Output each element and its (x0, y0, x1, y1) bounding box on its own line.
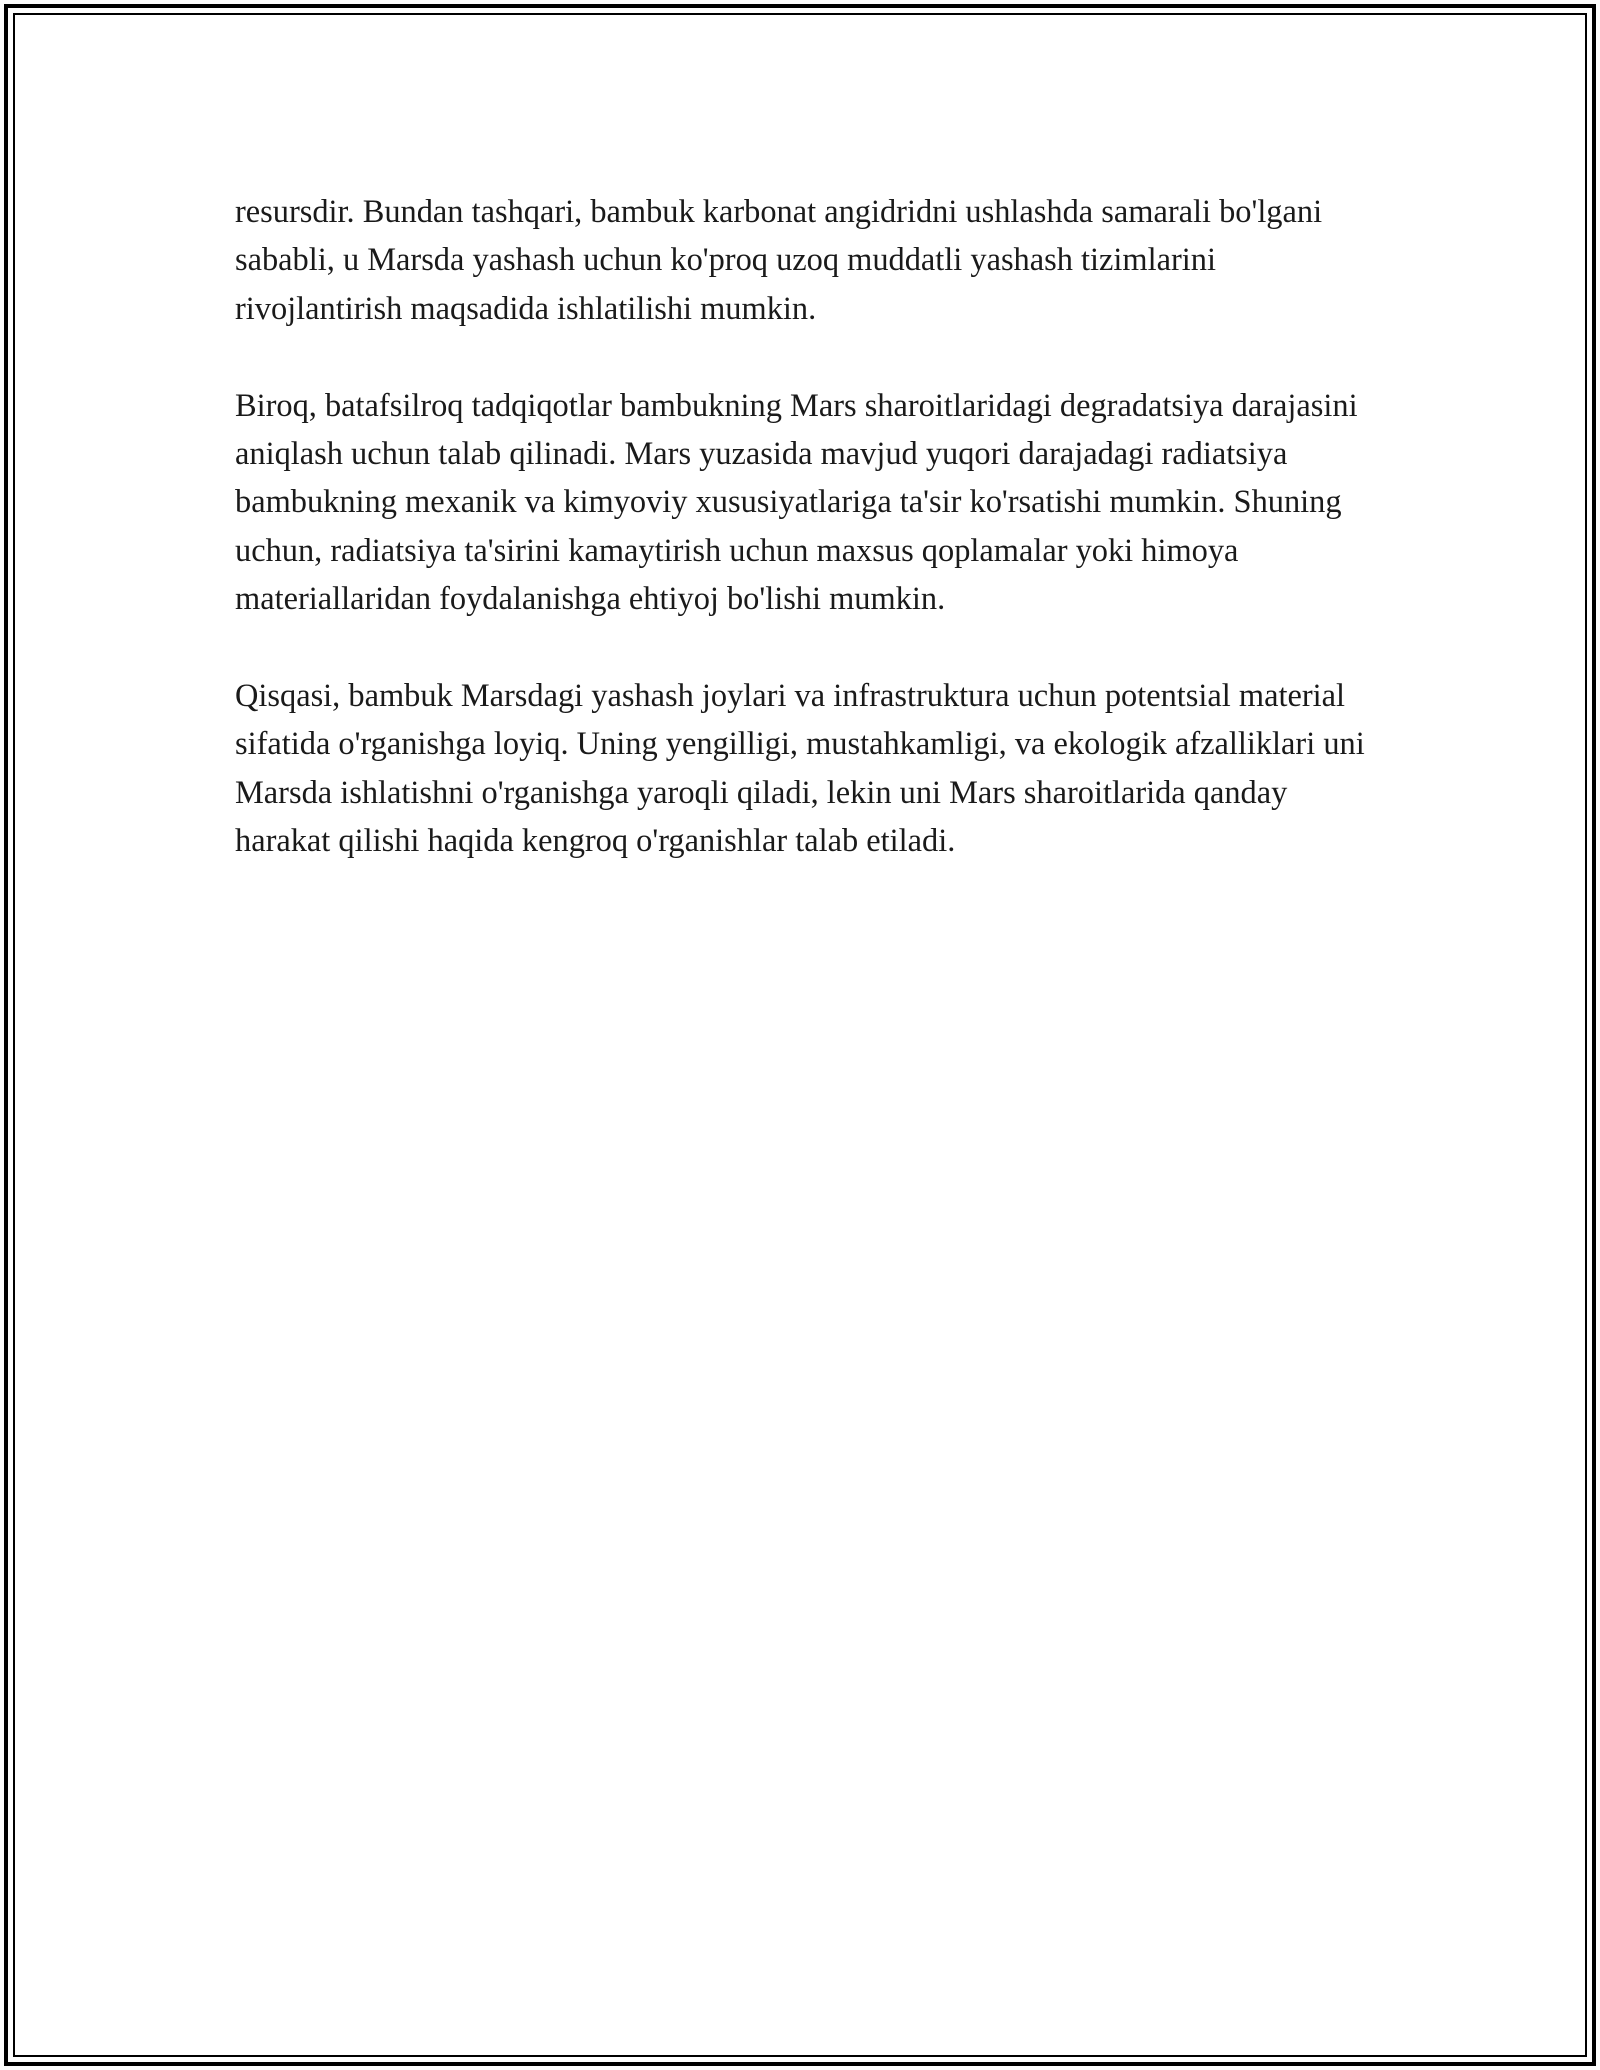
paragraph-2: Biroq, batafsilroq tadqiqotlar bambukning Mars sharoitlaridagi degradatsiya darajasini aniqlash uchun talab qilinadi. Mars yuzasida mavjud yuqori darajadagi radiatsiya bambukning mexanik va kimyoviy xususiyatlariga ta'sir ko'rsatishi mumkin. Shuning uchun, radiatsiya ta'sirini kamaytirish uchun maxsus qoplamalar yoki himoya materiallaridan foydalanishga ehtiyoj bo'lishi mumkin. (235, 387, 1358, 618)
document-body (235, 188, 1385, 866)
paragraph-3: Qisqasi, bambuk Marsdagi yashash joylari va infrastruktura uchun potentsial material sifatida o'rganishga loyiq. Uning yengilligi, mustahkamligi, va ekologik afzalliklari uni Marsda ishlatishni o'rganishga yaroqli qiladi, lekin uni Mars sharoitlarida qanday harakat qilishi haqida kengroq o'rganishlar talab etiladi. (235, 678, 1365, 860)
paragraph-1: resursdir. Bundan tashqari, bambuk karbonat angidridni ushlashda samarali bo'lgani sababli, u Marsda yashash uchun ko'proq uzoq muddatli yashash tizimlarini rivojlantirish maqsadida ishlatilishi mumkin. (235, 194, 1323, 327)
